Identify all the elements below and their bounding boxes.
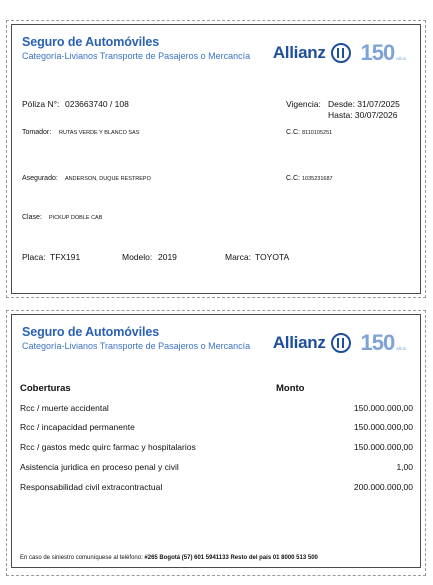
coverage-name: Asistencia juridica en proceso penal y civil [20, 462, 179, 472]
coverage-row [20, 422, 413, 434]
allianz-eagle-icon [331, 333, 351, 353]
card-title: Seguro de Automóviles [22, 325, 160, 339]
modelo-label: Modelo: [122, 252, 153, 262]
anniversary-label: años [396, 346, 406, 351]
amount-column-header: Monto [276, 383, 305, 394]
tomador-cc-label: C.C: [286, 129, 300, 136]
coverage-name: Rcc / incapacidad permanente [20, 422, 135, 432]
card-subtitle: Categoría-Livianos Transporte de Pasajeros o Mercancía [22, 51, 251, 61]
coverage-name: Rcc / gastos medc quirc farmac y hospitalarios [20, 442, 196, 452]
anniversary-label: años [396, 56, 406, 61]
placa-value: TFX191 [50, 252, 81, 262]
vigencia-desde: Desde: 31/07/2025 [328, 99, 400, 109]
marca-value: TOYOTA [255, 252, 290, 262]
asegurado-cc-value: 1035231687 [302, 176, 333, 182]
vigencia-hasta: Hasta: 30/07/2026 [328, 110, 398, 120]
card-title: Seguro de Automóviles [22, 35, 160, 49]
coverage-card [11, 314, 421, 568]
allianz-eagle-icon [331, 43, 351, 63]
coverage-row [20, 442, 413, 454]
marca-label: Marca: [225, 252, 251, 262]
coverage-amount: 150.000.000,00 [353, 422, 413, 432]
brand-name: Allianz [272, 333, 326, 352]
coverage-row [20, 482, 413, 494]
coverage-amount: 1,00 [396, 462, 413, 472]
claims-contact-note [20, 555, 318, 561]
allianz-logo [273, 39, 406, 67]
poliza-label: Póliza N°: [22, 99, 60, 109]
allianz-logo [273, 329, 406, 357]
modelo-value: 2019 [158, 252, 177, 262]
clase-label: Clase: [22, 214, 42, 221]
clase-value: PICKUP DOBLE CAB [49, 215, 103, 221]
asegurado-value: ANDERSON, DUQUE RESTREPO [65, 176, 151, 182]
claims-contact-text: En caso de siniestro comuníquese al teléfono: [20, 555, 143, 561]
vigencia-label: Vigencia: [286, 99, 321, 109]
coverage-name: Rcc / muerte accidental [20, 403, 109, 413]
coverage-name: Responsabilidad civil extracontractual [20, 482, 163, 492]
coverage-amount: 150.000.000,00 [353, 442, 413, 452]
anniversary-number: 150 [360, 330, 395, 355]
card-header [22, 35, 252, 61]
coverage-amount: 150.000.000,00 [353, 403, 413, 413]
poliza-value: 023663740 / 108 [65, 99, 129, 109]
claims-contact-phones: #265 Bogotá (57) 601 5941133 Resto del país 01 8000 513 500 [144, 555, 318, 561]
tomador-cc-value: 8110105251 [302, 130, 333, 136]
asegurado-label: Asegurado: [22, 175, 58, 182]
coverage-amount: 200.000.000,00 [353, 482, 413, 492]
card-subtitle: Categoría-Livianos Transporte de Pasajeros o Mercancía [22, 341, 251, 351]
tomador-label: Tomador: [22, 129, 52, 136]
tomador-value: RUTAS VERDE Y BLANCO SAS [59, 130, 140, 136]
coverage-row [20, 403, 413, 415]
policy-card [11, 24, 421, 294]
coverage-column-header: Coberturas [20, 383, 71, 394]
brand-name: Allianz [272, 43, 326, 62]
asegurado-cc-label: C.C: [286, 175, 300, 182]
anniversary-badge [361, 42, 406, 64]
coverage-row [20, 462, 413, 474]
anniversary-number: 150 [360, 40, 395, 65]
card-header [22, 325, 252, 351]
placa-label: Placa: [22, 252, 46, 262]
anniversary-badge [361, 332, 406, 354]
